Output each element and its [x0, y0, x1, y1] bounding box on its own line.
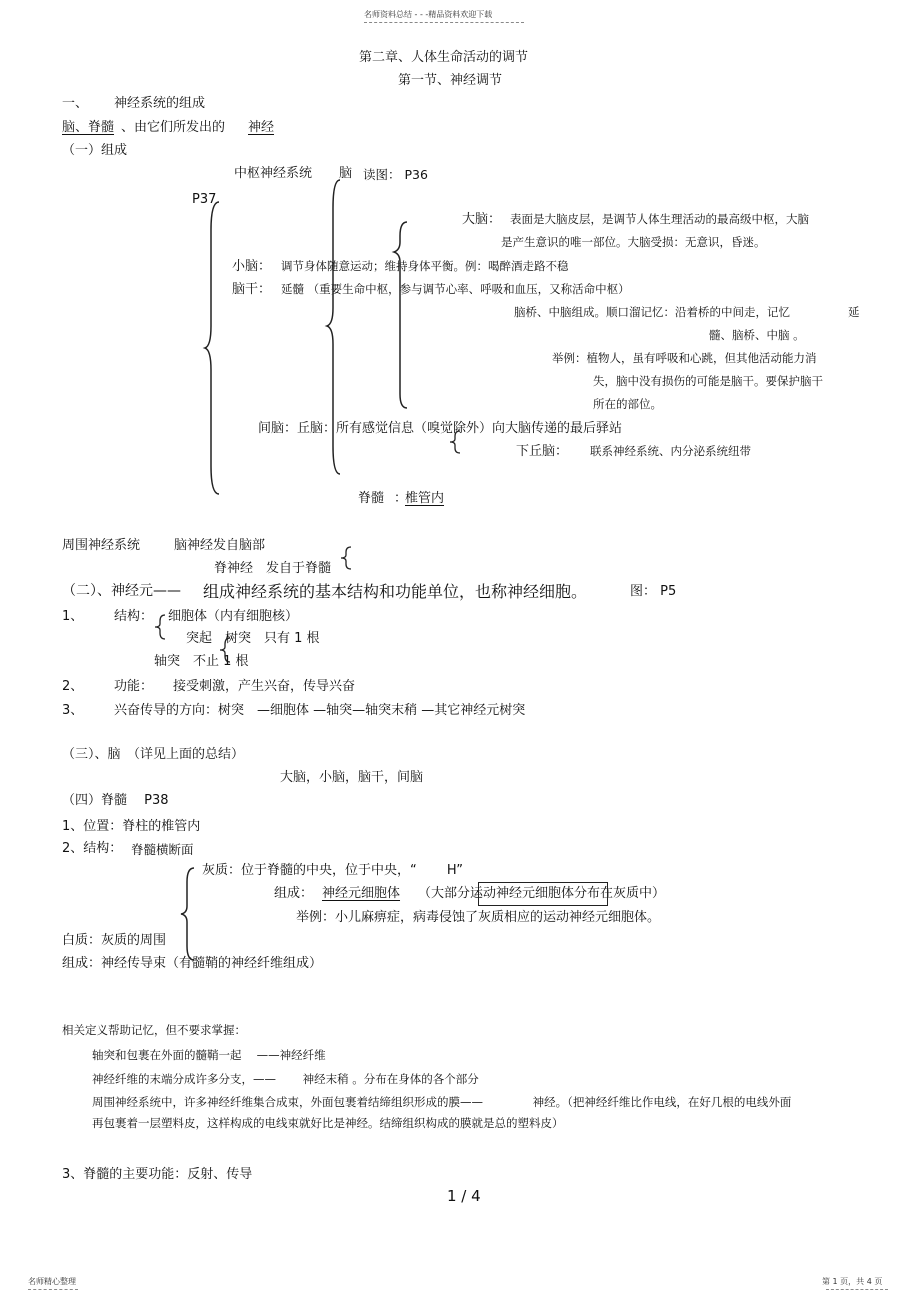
definitions-intro: 相关定义帮助记忆，但不要求掌握：	[62, 1023, 246, 1037]
diencephalon-thalamus: 间脑：丘脑：所有感觉信息（嗅觉除外）向大脑传递的最后驿站	[258, 421, 623, 436]
part1-heading: 神经系统的组成	[114, 96, 206, 111]
chapter-title: 第二章、人体生命活动的调节	[359, 50, 529, 65]
footer-left: 名师精心整理	[28, 1277, 76, 1286]
spinal-structure-label: 2、结构：	[62, 841, 123, 856]
brace-brain	[393, 220, 411, 410]
spinal-cord-desc: 椎管内	[405, 491, 445, 506]
brain-summary: 大脑，小脑，脑干，间脑	[280, 770, 424, 785]
brace-peripheral	[340, 546, 354, 570]
example-line-2: 失，脑中没有损伤的可能是脑干。要保护脑干	[593, 374, 823, 388]
brace-diencephalon	[449, 430, 463, 454]
spinal-structure-desc: 脊髓横断面	[131, 842, 194, 857]
page-number: 1 / 4	[447, 1187, 481, 1205]
cerebrum-label: 大脑：	[462, 212, 502, 227]
cerebrum-desc-1: 表面是大脑皮层，是调节人体生理活动的最高级中枢，大脑	[510, 212, 809, 226]
part1-text: 、由它们所发出的	[121, 120, 226, 135]
definition-nerve-fiber: 轴突和包裹在外面的髓鞘一起 ——神经纤维	[92, 1048, 326, 1062]
neuron-item1-label: 结构：	[114, 609, 154, 624]
polio-example: 举例：小儿麻痹症，病毒侵蚀了灰质相应的运动神经元细胞体。	[296, 910, 661, 925]
white-matter: 白质：灰质的周围	[62, 933, 167, 948]
page-ref-p37: P37	[192, 192, 217, 207]
section-title: 第一节、神经调节	[398, 73, 503, 88]
brain-label: 脑	[339, 166, 353, 181]
header-title: 名师资料总结 - - -精品资料欢迎下载	[364, 10, 493, 19]
brainstem-label: 脑干：	[232, 282, 272, 297]
brainstem-desc-2: 脑桥、中脑组成。顺口溜记忆：沿着桥的中间走，记忆	[514, 305, 790, 319]
part1-brain-spinal: 脑、脊髓	[62, 120, 115, 135]
spinal-nerves: 脊神经 发自于脊髓	[214, 561, 332, 576]
header-divider	[364, 22, 524, 23]
peripheral-nervous-system: 周围神经系统	[62, 538, 141, 553]
white-composition: 组成：神经传导束（有髓鞘的神经纤维组成）	[62, 956, 323, 971]
brainstem-desc-3: 髓、脑桥、中脑 。	[709, 328, 805, 342]
cell-body: 细胞体（内有细胞核）	[168, 609, 299, 624]
spinal-section-heading: （四）脊髓 P38	[62, 793, 169, 808]
cerebrum-desc-2: 是产生意识的唯一部位。大脑受损：无意识，昏迷。	[501, 235, 766, 249]
neuron-figure-ref: 图： P5	[630, 584, 677, 599]
cerebellum-desc: 调节身体随意运动；维持身体平衡。例：喝醉酒走路不稳	[281, 259, 569, 273]
gray-composition-desc: （大部分运动神经元细胞体分布在灰质中）	[418, 886, 666, 901]
footer-right-divider	[826, 1289, 888, 1290]
axon: 轴突 不止 1 根	[154, 654, 249, 669]
example-line-1: 举例：植物人，虽有呼吸和心跳，但其他活动能力消	[552, 351, 817, 365]
sub-heading-composition: （一）组成	[62, 143, 128, 158]
brainstem-desc-2-end: 延	[848, 305, 860, 319]
part1-nerve: 神经	[248, 120, 275, 135]
brainstem-desc: 延髓 （重要生命中枢，参与调节心率、呼吸和血压，又称活命中枢）	[281, 282, 630, 296]
neuron-definition: 组成神经系统的基本结构和功能单位，也称神经细胞。	[203, 582, 588, 601]
dendrite: 突起 树突 只有 1 根	[186, 631, 320, 646]
gray-matter: 灰质：位于脊髓的中央，位于中央，“ H”	[202, 863, 463, 878]
spinal-cord-colon: ：	[394, 491, 408, 506]
definition-nerve-1: 周围神经系统中，许多神经纤维集合成束，外面包裹着结缔组织形成的膜—— 神经。（把神经纤维比作电线，在好几根的电线外面	[92, 1095, 792, 1109]
cerebellum-label: 小脑：	[232, 259, 272, 274]
spinal-cord-label: 脊髓	[358, 491, 385, 506]
neuron-heading: （二）、神经元——	[62, 583, 181, 599]
brace-nervous-system	[204, 200, 224, 496]
brace-structure	[154, 614, 168, 640]
read-figure: 读图： P36	[363, 167, 428, 182]
cranial-nerves: 脑神经发自脑部	[174, 538, 266, 553]
neuron-function: 接受刺激，产生兴奋，传导兴奋	[173, 679, 356, 694]
hypothalamus-desc: 联系神经系统、内分泌系统纽带	[590, 444, 751, 458]
spinal-function: 3、脊髓的主要功能：反射、传导	[62, 1167, 253, 1182]
example-line-3: 所在的部位。	[593, 397, 662, 411]
conduction-direction: 兴奋传导的方向：树突 —细胞体 —轴突—轴突末稍 —其它神经元树突	[114, 703, 526, 718]
definition-nerve-ending: 神经纤维的末端分成许多分支，—— 神经末稍 。分布在身体的各个部分	[92, 1072, 479, 1086]
neuron-item1-number: 1、	[62, 609, 84, 624]
neuron-item3-number: 3、	[62, 703, 84, 718]
part1-number: 一、	[62, 96, 89, 111]
brace-spinal-structure	[180, 866, 198, 962]
definition-nerve-2: 再包裹着一层塑料皮，这样构成的电线束就好比是神经。结缔组织构成的膜就是总的塑料皮）	[92, 1116, 564, 1130]
gray-composition-value: 神经元细胞体	[322, 886, 401, 901]
spinal-position: 1、位置：脊柱的椎管内	[62, 819, 201, 834]
brain-section-heading: （三）、脑 （详见上面的总结）	[62, 747, 245, 762]
central-nervous-system: 中枢神经系统	[234, 166, 313, 181]
neuron-item2-label: 功能：	[114, 679, 154, 694]
highlight-box	[478, 882, 608, 906]
gray-composition-label: 组成：	[274, 886, 314, 901]
footer-left-divider	[28, 1289, 78, 1290]
neuron-item2-number: 2、	[62, 679, 84, 694]
footer-right: 第 1 页，共 4 页	[822, 1277, 883, 1286]
hypothalamus-label: 下丘脑：	[516, 444, 569, 459]
